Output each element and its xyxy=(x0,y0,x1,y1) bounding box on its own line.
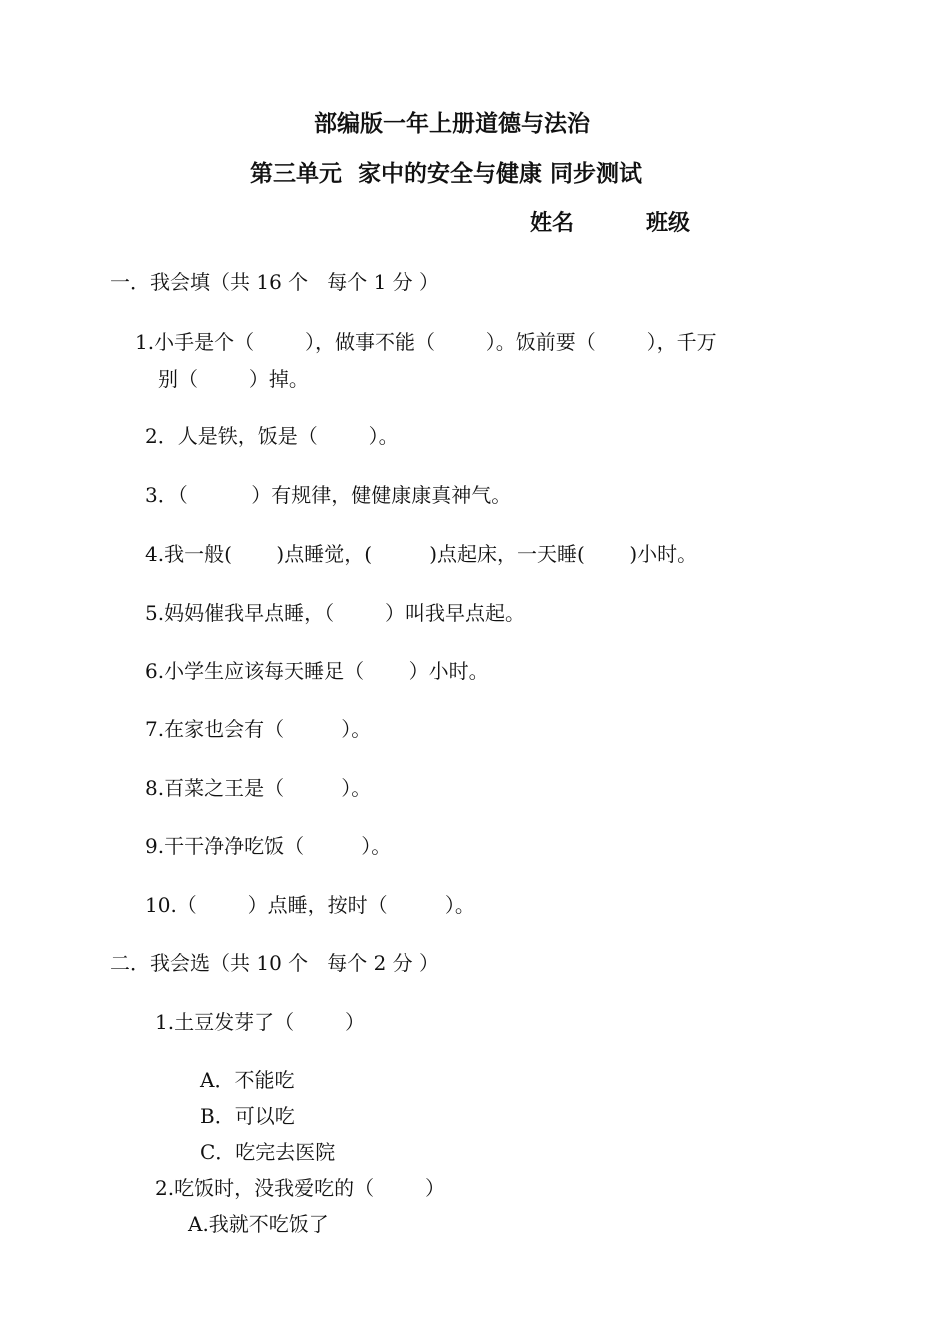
class-label: 班级 xyxy=(646,211,691,236)
choice-option-a: A.我就不吃饭了 xyxy=(188,1212,329,1236)
question-10: 10.（ ）点睡，按时（ ）。 xyxy=(145,893,475,917)
choice-option-c: C．吃完去医院 xyxy=(200,1140,336,1164)
question-6: 6.小学生应该每天睡足（ ）小时。 xyxy=(145,659,489,683)
choice-question-2: 2.吃饭时，没我爱吃的（ ） xyxy=(155,1176,445,1200)
question-8: 8.百菜之王是（ ）。 xyxy=(145,776,372,800)
question-3: 3．（ ）有规律，健健康康真神气。 xyxy=(145,483,512,507)
question-7: 7.在家也会有（ ）。 xyxy=(145,717,372,741)
question-5: 5.妈妈催我早点睡，（ ）叫我早点起。 xyxy=(145,601,525,625)
page-subtitle: 第三单元 家中的安全与健康 同步测试 xyxy=(250,161,643,187)
choice-option-b: B．可以吃 xyxy=(200,1104,295,1128)
question-9: 9.干干净净吃饭（ ）。 xyxy=(145,834,392,858)
question-1-line-1: 1.小手是个（ ），做事不能（ ）。饭前要（ ），千万 xyxy=(135,330,717,354)
question-1-line-2: 别（ ）掉。 xyxy=(158,367,309,391)
section-heading-fill: 一．我会填（共 16 个 每个 1 分 ） xyxy=(110,270,440,294)
page-title: 部编版一年上册道德与法治 xyxy=(314,111,590,137)
section-heading-choice: 二．我会选（共 10 个 每个 2 分 ） xyxy=(110,951,440,975)
choice-option-a: A．不能吃 xyxy=(200,1068,295,1092)
choice-question-1: 1.土豆发芽了（ ） xyxy=(155,1010,365,1034)
question-2: 2．人是铁，饭是（ ）。 xyxy=(145,424,399,448)
name-label: 姓名 xyxy=(530,211,575,236)
question-4: 4.我一般( )点睡觉，( )点起床，一天睡( )小时。 xyxy=(145,542,698,566)
